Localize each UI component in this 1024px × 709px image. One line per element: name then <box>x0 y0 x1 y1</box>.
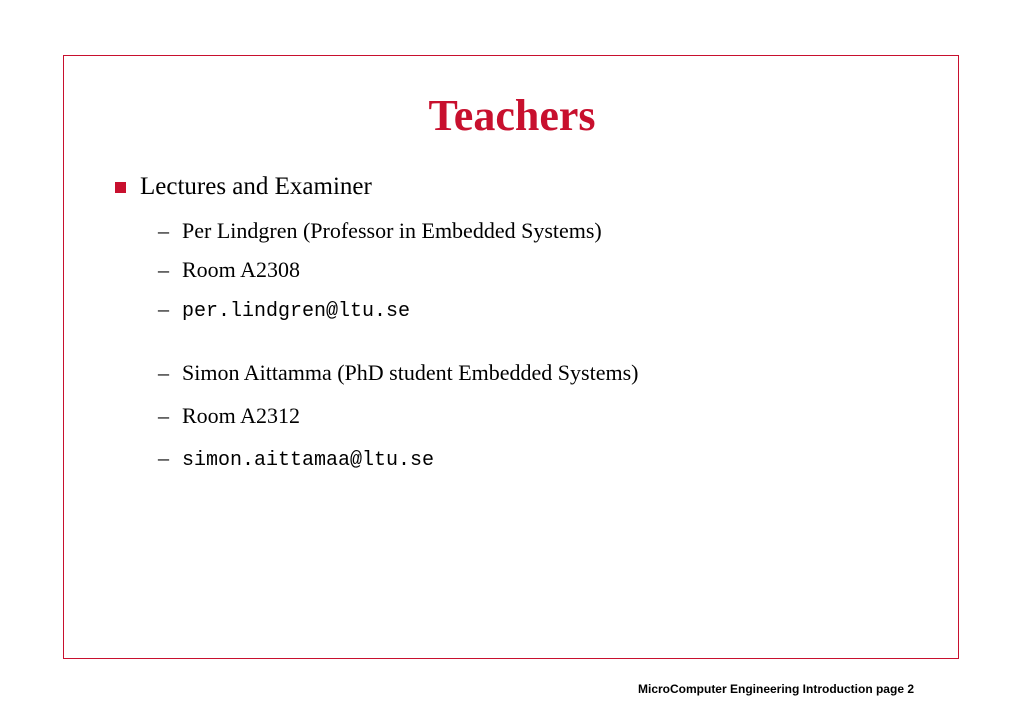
sub-item-name-2 <box>158 360 638 386</box>
slide-frame <box>63 55 959 659</box>
sub-item-room-1 <box>158 257 300 283</box>
email-text[interactable]: simon.aittamaa@ltu.se <box>182 449 435 472</box>
sub-item-text: Room A2312 <box>182 403 300 428</box>
bullet-item <box>115 173 372 201</box>
dash-icon: – <box>158 218 169 243</box>
footer-caption: MicroComputer Engineering Introduction page 2 <box>637 682 914 696</box>
sub-item-email-2 <box>158 445 434 473</box>
sub-item-text: Simon Aittamma (PhD student Embedded Systems) <box>182 360 639 385</box>
slide-title: Teachers <box>428 91 596 140</box>
sub-item-email-1 <box>158 296 410 324</box>
square-bullet-icon <box>115 182 126 193</box>
email-text[interactable]: per.lindgren@ltu.se <box>182 300 411 323</box>
dash-icon: – <box>158 257 169 282</box>
dash-icon: – <box>158 296 169 321</box>
bullet-text: Lectures and Examiner <box>140 173 372 200</box>
sub-item-text: Per Lindgren (Professor in Embedded Systems) <box>182 218 602 243</box>
dash-icon: – <box>158 360 169 385</box>
dash-icon: – <box>158 403 169 428</box>
sub-item-room-2 <box>158 403 300 429</box>
sub-item-text: Room A2308 <box>182 257 300 282</box>
dash-icon: – <box>158 445 169 470</box>
sub-item-name-1 <box>158 218 602 244</box>
